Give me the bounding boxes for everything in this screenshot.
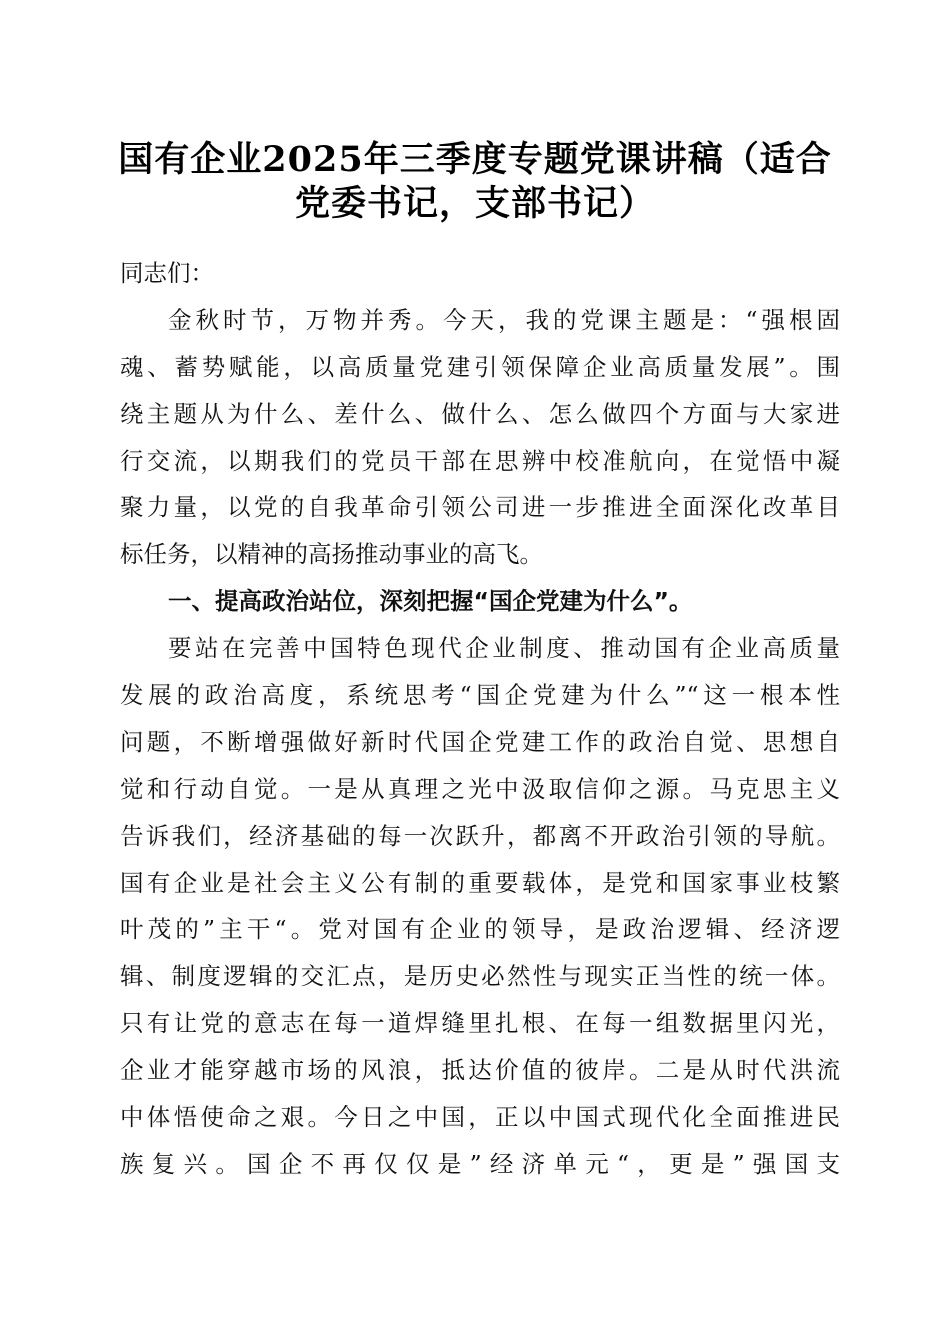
document-body [120, 250, 840, 1188]
section-1-line: 中体悟使命之艰。今日之中国，正以中国式现代化全面推进民 [120, 1103, 840, 1132]
section-1-line: 辑、制度逻辑的交汇点，是历史必然性与现实正当性的统一体。 [120, 962, 840, 991]
section-1-heading: 一、提高政治站位，深刻把握“国企党建为什么”。 [168, 587, 693, 616]
intro-line: 魂、蓄势赋能，以高质量党建引领保障企业高质量发展”。围 [120, 352, 840, 381]
section-1-line: 发展的政治高度，系统思考“国企党建为什么”“这一根本性 [120, 681, 840, 710]
intro-line: 标任务，以精神的高扬推动事业的高飞。 [120, 540, 543, 569]
intro-line: 行交流，以期我们的党员干部在思辨中校准航向，在觉悟中凝 [120, 446, 840, 475]
section-1-line: 国有企业是社会主义公有制的重要载体，是党和国家事业枝繁 [120, 868, 840, 897]
section-1-line: 要站在完善中国特色现代企业制度、推动国有企业高质量 [168, 634, 840, 663]
document-title-line-1: 国有企业2025年三季度专题党课讲稿（适合 [118, 139, 832, 180]
intro-line: 绕主题从为什么、差什么、做什么、怎么做四个方面与大家进 [120, 399, 840, 428]
section-1-line: 告诉我们，经济基础的每一次跃升，都离不开政治引领的导航。 [120, 821, 840, 850]
section-1-line: 觉和行动自觉。一是从真理之光中汲取信仰之源。马克思主义 [120, 774, 840, 803]
section-1-line: 企业才能穿越市场的风浪，抵达价值的彼岸。二是从时代洪流 [120, 1056, 840, 1085]
section-1-line: 问题，不断增强做好新时代国企党建工作的政治自觉、思想自 [120, 727, 840, 756]
section-1-line: 只有让党的意志在每一道焊缝里扎根、在每一组数据里闪光， [120, 1009, 840, 1038]
greeting: 同志们： [120, 259, 214, 287]
section-1-line: 族复兴。国企不再仅仅是”经济单元“，更是”强国支 [120, 1149, 840, 1178]
document-title-line-2: 党委书记，支部书记） [294, 183, 655, 224]
intro-line: 金秋时节，万物并秀。今天，我的党课主题是：“强根固 [168, 305, 840, 334]
intro-line: 聚力量，以党的自我革命引领公司进一步推进全面深化改革目 [120, 493, 840, 522]
section-1-line: 叶茂的”主干“。党对国有企业的领导，是政治逻辑、经济逻 [120, 915, 840, 944]
